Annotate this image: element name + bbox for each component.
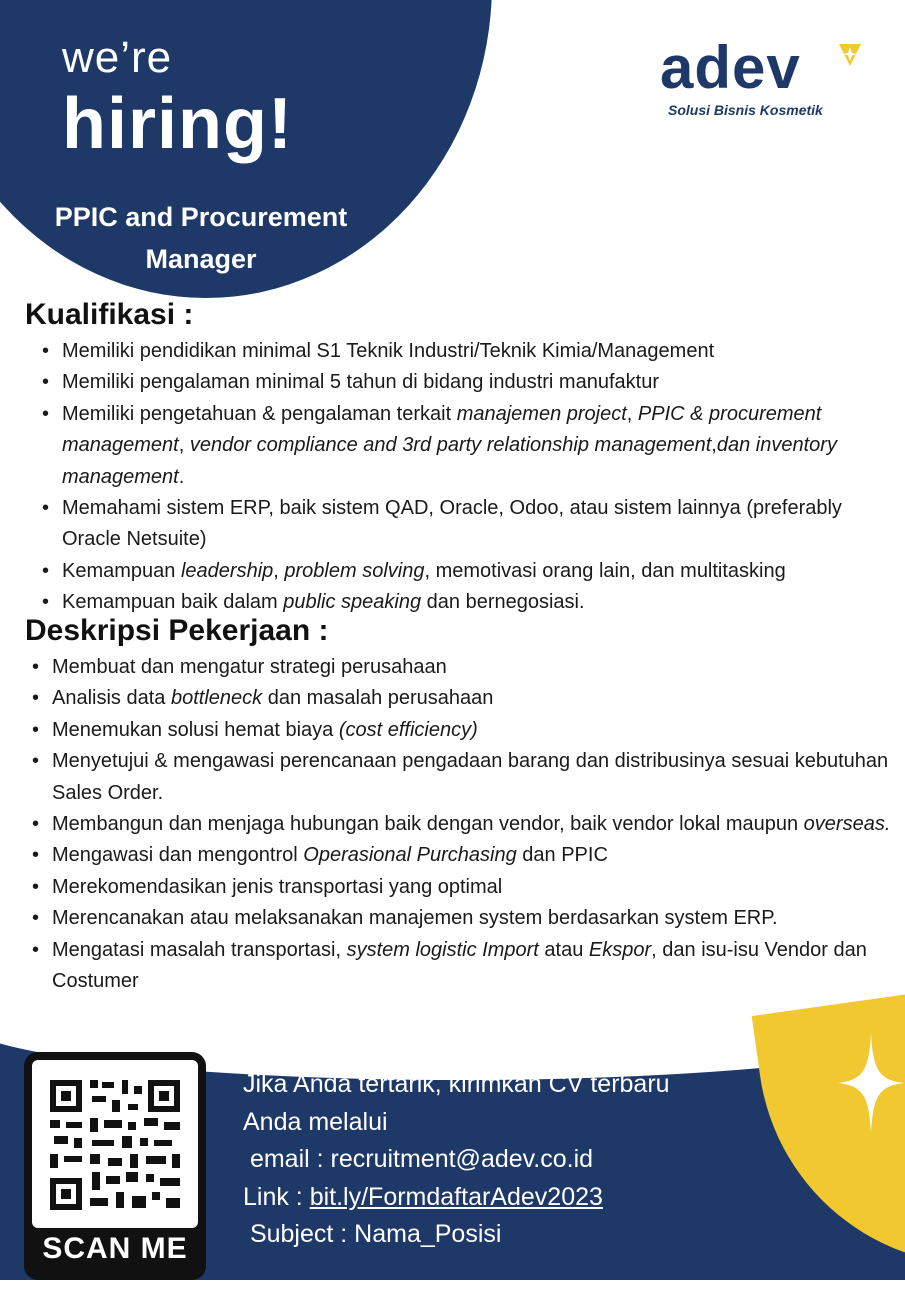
job-description-item: • Menemukan solusi hemat biaya (cost efficiency) <box>52 715 894 746</box>
hiring-headline <box>62 33 293 164</box>
job-description-item: • Membuat dan mengatur strategi perusahaan <box>52 652 894 683</box>
job-title-line1: PPIC and Procurement <box>54 202 348 232</box>
job-description-item: • Mengatasi masalah transportasi, system logistic Import atau Ekspor, dan isu-isu Vendor dan Costumer <box>52 935 894 998</box>
were-text: we’re <box>62 33 173 82</box>
qualification-item: • Kemampuan baik dalam public speaking dan bernegosiasi. <box>62 587 882 618</box>
diamond-spark-icon <box>836 40 864 70</box>
company-logo <box>660 34 823 118</box>
qualifications-list <box>62 336 882 619</box>
subject-line: Subject : Nama_Posisi <box>243 1220 502 1248</box>
job-description-item: • Mengawasi dan mengontrol Operasional Purchasing dan PPIC <box>52 840 894 871</box>
job-title-line2: Manager <box>145 244 257 274</box>
logo-wordmark: adev <box>660 34 801 101</box>
four-point-star-icon <box>826 1028 905 1138</box>
job-title <box>28 196 374 280</box>
qualification-item: • Memiliki pengalaman minimal 5 tahun di bidang industri manufaktur <box>62 367 882 398</box>
form-link[interactable]: bit.ly/FormdaftarAdev2023 <box>309 1182 603 1211</box>
cta-line1: Jika Anda tertarik, kirimkan CV terbaru <box>243 1070 670 1098</box>
qualification-item: • Kemampuan leadership, problem solving, memotivasi orang lain, dan multitasking <box>62 556 882 587</box>
job-description-item: • Merekomendasikan jenis transportasi yang optimal <box>52 872 894 903</box>
job-description-item: • Menyetujui & mengawasi perencanaan pengadaan barang dan distribusinya sesuai kebutuhan Sales Order. <box>52 746 894 809</box>
qr-code <box>32 1060 198 1228</box>
qualification-item: • Memahami sistem ERP, baik sistem QAD, Oracle, Odoo, atau sistem lainnya (preferably Oracle Netsuite) <box>62 493 882 556</box>
logo-tagline: Solusi Bisnis Kosmetik <box>668 102 823 118</box>
cta-line2: Anda melalui <box>243 1107 388 1136</box>
application-instructions <box>243 1066 670 1254</box>
link-line <box>243 1179 670 1217</box>
qualifications-heading: Kualifikasi : <box>25 298 194 331</box>
job-description-item: • Analisis data bottleneck dan masalah perusahaan <box>52 683 894 714</box>
job-description-item: • Merencanakan atau melaksanakan manajemen system berdasarkan system ERP. <box>52 903 894 934</box>
job-description-heading: Deskripsi Pekerjaan : <box>25 614 329 647</box>
email-line[interactable]: email : recruitment@adev.co.id <box>243 1145 594 1173</box>
link-prefix: Link : <box>243 1182 310 1211</box>
hiring-text: hiring! <box>62 84 293 164</box>
qualification-item: • Memiliki pengetahuan & pengalaman terkait manajemen project, PPIC & procurement management, vendor compliance and 3rd party relationship management,dan inventory management. <box>62 399 882 493</box>
job-description-item: • Membangun dan menjaga hubungan baik dengan vendor, baik vendor lokal maupun overseas. <box>52 809 894 840</box>
job-description-list <box>52 652 894 997</box>
qr-code-area <box>32 1060 198 1228</box>
scan-me-label: SCAN ME <box>42 1232 188 1265</box>
qualification-item: • Memiliki pendidikan minimal S1 Teknik Industri/Teknik Kimia/Management <box>62 336 882 367</box>
